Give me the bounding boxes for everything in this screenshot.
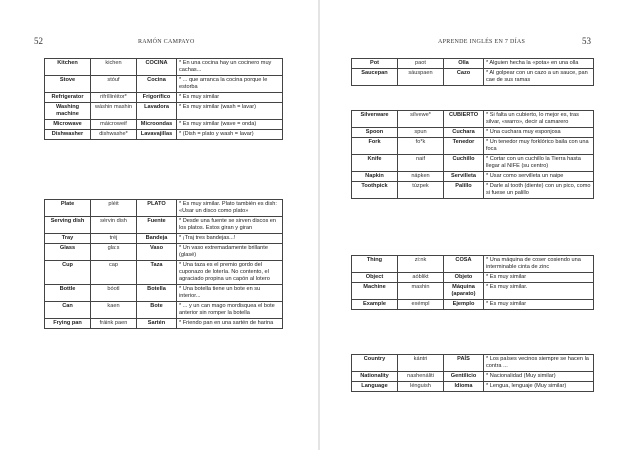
mnemonic-note: * Lengua, lenguaje (Muy similar) [484, 382, 594, 392]
spanish-word: CUBIERTO [444, 111, 484, 128]
spanish-word: Palillo [444, 182, 484, 199]
right-page-number: 53 [582, 36, 591, 46]
pronunciation: stóuf [91, 76, 137, 93]
english-word: Washing machine [45, 103, 91, 120]
english-word: Spoon [352, 128, 398, 138]
pronunciation: tréj [91, 234, 137, 244]
tableware-vocab-table [44, 199, 283, 329]
pronunciation: kichen [91, 59, 137, 76]
pronunciation: túzpek [398, 182, 444, 199]
english-word: Pot [352, 59, 398, 69]
pronunciation: kaen [91, 302, 137, 319]
pronunciation: fo*k [398, 138, 444, 155]
spanish-word: PAÍS [444, 355, 484, 372]
mnemonic-note: * Es muy similar [177, 93, 283, 103]
spanish-word: Cuchara [444, 128, 484, 138]
spanish-word: COSA [444, 256, 484, 273]
spanish-word: Lavavajillas [137, 130, 177, 140]
pronunciation: máicroweif [91, 120, 137, 130]
vocab-row [352, 273, 594, 283]
english-word: Nationality [352, 372, 398, 382]
spanish-word: Sartén [137, 319, 177, 329]
mnemonic-note: * Una taza es el premio gordo del cuponazo de lotería. No contento, el agraciado propina un capón al lotero [177, 261, 283, 285]
vocab-row [352, 372, 594, 382]
english-word: Dishwasher [45, 130, 91, 140]
vocab-row [352, 300, 594, 310]
pronunciation: rifrílliréitor* [91, 93, 137, 103]
english-word: Saucepan [352, 69, 398, 86]
english-word: Object [352, 273, 398, 283]
left-page-number: 52 [34, 36, 43, 46]
english-word: Fork [352, 138, 398, 155]
pronunciation: nashenáliti [398, 372, 444, 382]
pronunciation: sílvewe* [398, 111, 444, 128]
vocab-row [352, 69, 594, 86]
mnemonic-note: * Una cuchara muy esponjosa [484, 128, 594, 138]
vocab-row [352, 59, 594, 69]
pronunciation: exémpl [398, 300, 444, 310]
spanish-word: Servilleta [444, 172, 484, 182]
vocab-row [45, 76, 283, 93]
pronunciation: cap [91, 261, 137, 285]
mnemonic-note: * ¡Traj tres bandejas...! [177, 234, 283, 244]
spanish-word: Cuchillo [444, 155, 484, 172]
vocab-row [45, 244, 283, 261]
mnemonic-note: * Friendo pan en una sartén de harina [177, 319, 283, 329]
english-word: Toothpick [352, 182, 398, 199]
english-word: Country [352, 355, 398, 372]
mnemonic-note: * Un tenedor muy forklórico baila con una foca [484, 138, 594, 155]
mnemonic-note: * Al golpear con un cazo a un sauce, pan cae de sus ramas [484, 69, 594, 86]
vocab-row [45, 302, 283, 319]
pronunciation: pléit [91, 200, 137, 217]
thing-vocab-table [351, 255, 594, 310]
spanish-word: Tenedor [444, 138, 484, 155]
mnemonic-note: * Es muy similar (wave = onda) [177, 120, 283, 130]
english-word: Glass [45, 244, 91, 261]
pronunciation: kántri [398, 355, 444, 372]
english-word: Kitchen [45, 59, 91, 76]
vocab-row [45, 319, 283, 329]
vocab-row [45, 120, 283, 130]
english-word: Refrigerator [45, 93, 91, 103]
left-running-header: RAMÓN CAMPAYO [138, 39, 195, 45]
pronunciation: dishwashe* [91, 130, 137, 140]
spanish-word: Vaso [137, 244, 177, 261]
spanish-word: Bandeja [137, 234, 177, 244]
spanish-word: Lavadora [137, 103, 177, 120]
pronunciation: nápken [398, 172, 444, 182]
pronunciation: bóotl [91, 285, 137, 302]
pronunciation: naif [398, 155, 444, 172]
vocab-row [45, 261, 283, 285]
vocab-row [45, 59, 283, 76]
pronunciation: aóblikt [398, 273, 444, 283]
english-word: Knife [352, 155, 398, 172]
vocab-row [352, 355, 594, 372]
spanish-word: Botella [137, 285, 177, 302]
vocab-row [45, 200, 283, 217]
vocab-row [352, 256, 594, 273]
vocab-row [352, 283, 594, 300]
mnemonic-note: * ... y un can mago mordisquea el bote anterior sin romper la botella [177, 302, 283, 319]
vocab-row [352, 172, 594, 182]
mnemonic-note: * (Dish = plato y wash = lavar) [177, 130, 283, 140]
spanish-word: Microondas [137, 120, 177, 130]
spanish-word: PLATO [137, 200, 177, 217]
english-word: Cup [45, 261, 91, 285]
english-word: Napkin [352, 172, 398, 182]
mnemonic-note: * Si falta un cubierto, lo mejor es, tras silvar, «warro», decir al camarero [484, 111, 594, 128]
mnemonic-note: * Darle al tooth (diente) con un pico, como si fuese un palillo [484, 182, 594, 199]
mnemonic-note: * Es muy similar [484, 273, 594, 283]
kitchen-vocab-table [44, 58, 283, 140]
country-vocab-table [351, 354, 594, 392]
cutlery-vocab-table [351, 110, 594, 199]
mnemonic-note: * Es muy similar. [484, 283, 594, 300]
spanish-word: Ejemplo [444, 300, 484, 310]
mnemonic-note: * Es muy similar. Plato también es dish: «Usar un disco como plato» [177, 200, 283, 217]
vocab-row [45, 93, 283, 103]
pronunciation: sáuspaen [398, 69, 444, 86]
mnemonic-note: * Alguien hecha la «pota» en una olla [484, 59, 594, 69]
right-running-header: APRENDE INGLÉS EN 7 DÍAS [438, 39, 526, 45]
mnemonic-note: * En una cocina hay un cocinero muy cachas... [177, 59, 283, 76]
right-page [320, 0, 638, 450]
mnemonic-note: * Cortar con un cuchillo la Tierra hasta llegar al NIFE (su centro) [484, 155, 594, 172]
english-word: Plate [45, 200, 91, 217]
pronunciation: mashin [398, 283, 444, 300]
spanish-word: Olla [444, 59, 484, 69]
pronunciation: zi:nk [398, 256, 444, 273]
pronunciation: gla:s [91, 244, 137, 261]
spanish-word: Gentilicio [444, 372, 484, 382]
english-word: Thing [352, 256, 398, 273]
spanish-word: Bote [137, 302, 177, 319]
mnemonic-note: * Es muy similar (wash = lavar) [177, 103, 283, 120]
english-word: Bottle [45, 285, 91, 302]
english-word: Silverware [352, 111, 398, 128]
mnemonic-note: * Un vaso extremadamente brillante (glasé) [177, 244, 283, 261]
vocab-row [352, 128, 594, 138]
english-word: Serving dish [45, 217, 91, 234]
spanish-word: Idioma [444, 382, 484, 392]
pronunciation: paot [398, 59, 444, 69]
pronunciation: wáshin mashin [91, 103, 137, 120]
spanish-word: Fuente [137, 217, 177, 234]
pronunciation: sérvin dish [91, 217, 137, 234]
english-word: Stove [45, 76, 91, 93]
spanish-word: Máquina (aparato) [444, 283, 484, 300]
spanish-word: Frigorífico [137, 93, 177, 103]
english-word: Microwave [45, 120, 91, 130]
vocab-row [352, 111, 594, 128]
spanish-word: Objeto [444, 273, 484, 283]
pot-vocab-table [351, 58, 594, 86]
left-page [0, 0, 318, 450]
vocab-row [45, 234, 283, 244]
vocab-row [45, 217, 283, 234]
vocab-row [45, 285, 283, 302]
english-word: Tray [45, 234, 91, 244]
mnemonic-note: * Los países vecinos siempre se hacen la contra ... [484, 355, 594, 372]
english-word: Machine [352, 283, 398, 300]
spanish-word: COCINA [137, 59, 177, 76]
mnemonic-note: * Nacionalidad (Muy similar) [484, 372, 594, 382]
english-word: Frying pan [45, 319, 91, 329]
spanish-word: Cazo [444, 69, 484, 86]
vocab-row [352, 382, 594, 392]
mnemonic-note: * Una máquina de coser cosiendo una interminable cinta de zinc [484, 256, 594, 273]
vocab-row [45, 103, 283, 120]
english-word: Language [352, 382, 398, 392]
english-word: Can [45, 302, 91, 319]
english-word: Example [352, 300, 398, 310]
spanish-word: Taza [137, 261, 177, 285]
pronunciation: spun [398, 128, 444, 138]
vocab-row [352, 182, 594, 199]
mnemonic-note: * Desde una fuente se sirven discos en los platos. Estos giran y giran [177, 217, 283, 234]
vocab-row [45, 130, 283, 140]
mnemonic-note: * Es muy similar [484, 300, 594, 310]
pronunciation: fráink paen [91, 319, 137, 329]
vocab-row [352, 155, 594, 172]
mnemonic-note: * Una botella tiene un bote en su interior... [177, 285, 283, 302]
pronunciation: lénguish [398, 382, 444, 392]
spanish-word: Cocina [137, 76, 177, 93]
mnemonic-note: * ... que arranca la cocina porque le estorba [177, 76, 283, 93]
vocab-row [352, 138, 594, 155]
mnemonic-note: * Usar como servilleta un naipe [484, 172, 594, 182]
